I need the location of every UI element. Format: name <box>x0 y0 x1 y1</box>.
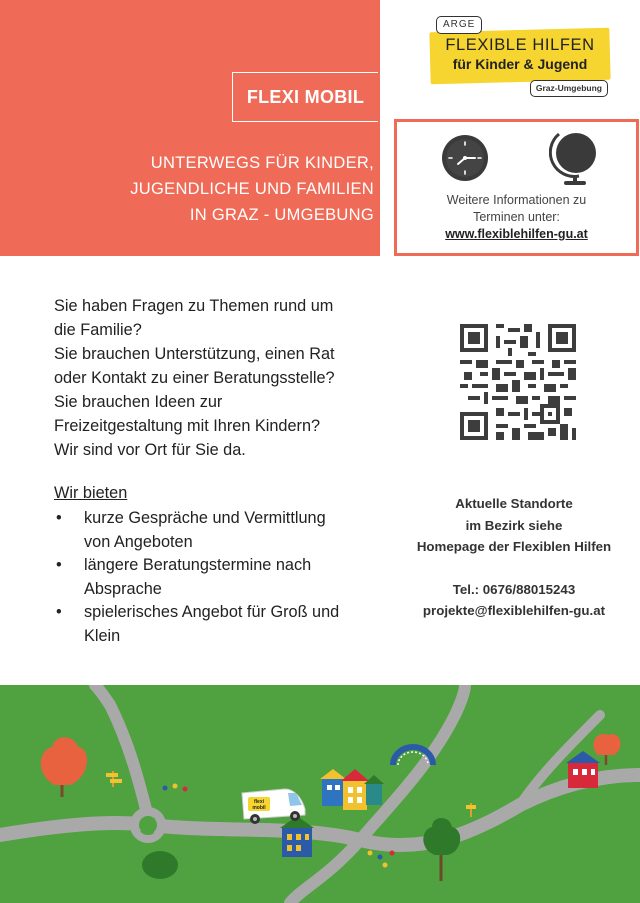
intro-line: Sie brauchen Ideen zur <box>54 393 223 411</box>
bullet: • <box>56 556 62 574</box>
info-line: Terminen unter: <box>473 210 560 224</box>
email-link[interactable]: projekte@flexiblehilfen-gu.at <box>422 603 606 618</box>
info-box <box>394 119 639 256</box>
intro-text <box>54 294 374 462</box>
intro-line: Wir sind vor Ort für Sie da. <box>54 441 246 459</box>
website-link[interactable]: www.flexiblehilfen-gu.at <box>445 227 588 241</box>
flexible-hilfen-logo <box>428 16 612 98</box>
tagline-line: UNTERWEGS FÜR KINDER, <box>150 154 374 172</box>
clock-icon <box>441 134 489 182</box>
bullet: • <box>56 603 62 621</box>
locations-line: im Bezirk siehe <box>465 517 563 533</box>
logo-title: FLEXIBLE HILFEN <box>445 36 595 54</box>
info-text <box>397 192 636 243</box>
qr-code[interactable] <box>460 324 576 440</box>
list-item-line: spielerisches Angebot für Groß und <box>84 603 340 621</box>
list-item-line: kurze Gespräche und Vermittlung <box>84 509 326 527</box>
intro-line: oder Kontakt zu einer Beratungsstelle? <box>54 369 335 387</box>
bush <box>142 851 178 879</box>
phone-number[interactable]: Tel.: 0676/88015243 <box>452 581 576 597</box>
offer-heading: Wir bieten <box>54 484 128 502</box>
list-item-line: längere Beratungstermine nach <box>84 556 312 574</box>
van-label: mobil <box>252 805 266 811</box>
van-label: flexi <box>253 799 265 805</box>
logo-subtitle: für Kinder & Jugend <box>452 56 588 72</box>
list-item-line: Absprache <box>84 579 162 598</box>
locations-line: Aktuelle Standorte <box>455 496 573 511</box>
contact-block <box>392 493 636 622</box>
list-item-line: Klein <box>84 626 121 645</box>
intro-line: Sie brauchen Unterstützung, einen Rat <box>54 345 335 363</box>
intro-line: Sie haben Fragen zu Themen rund um <box>54 297 334 315</box>
list-item-line: von Angeboten <box>84 532 193 551</box>
offer-list <box>54 507 374 648</box>
locations-line: Homepage der Flexiblen Hilfen <box>416 539 612 554</box>
bullet: • <box>56 509 62 527</box>
intro-line: Freizeitgestaltung mit Ihren Kindern? <box>54 417 321 435</box>
flexi-mobil-title-box <box>232 72 378 122</box>
list-item <box>54 507 374 554</box>
list-item <box>54 601 374 648</box>
flexi-mobil-title: FLEXI MOBIL <box>246 86 365 107</box>
hero-tagline <box>54 150 374 228</box>
map-illustration <box>0 685 640 903</box>
info-line: Weitere Informationen zu <box>446 193 587 207</box>
logo-region-tag: Graz-Umgebung <box>530 80 608 97</box>
list-item <box>54 554 374 601</box>
tagline-line: IN GRAZ - UMGEBUNG <box>189 206 374 224</box>
hero-banner <box>0 0 380 256</box>
tagline-line: JUGENDLICHE UND FAMILIEN <box>130 180 374 198</box>
intro-line: die Familie? <box>54 321 142 339</box>
logo-arge-tag: ARGE <box>436 16 482 34</box>
globe-icon <box>549 126 597 188</box>
